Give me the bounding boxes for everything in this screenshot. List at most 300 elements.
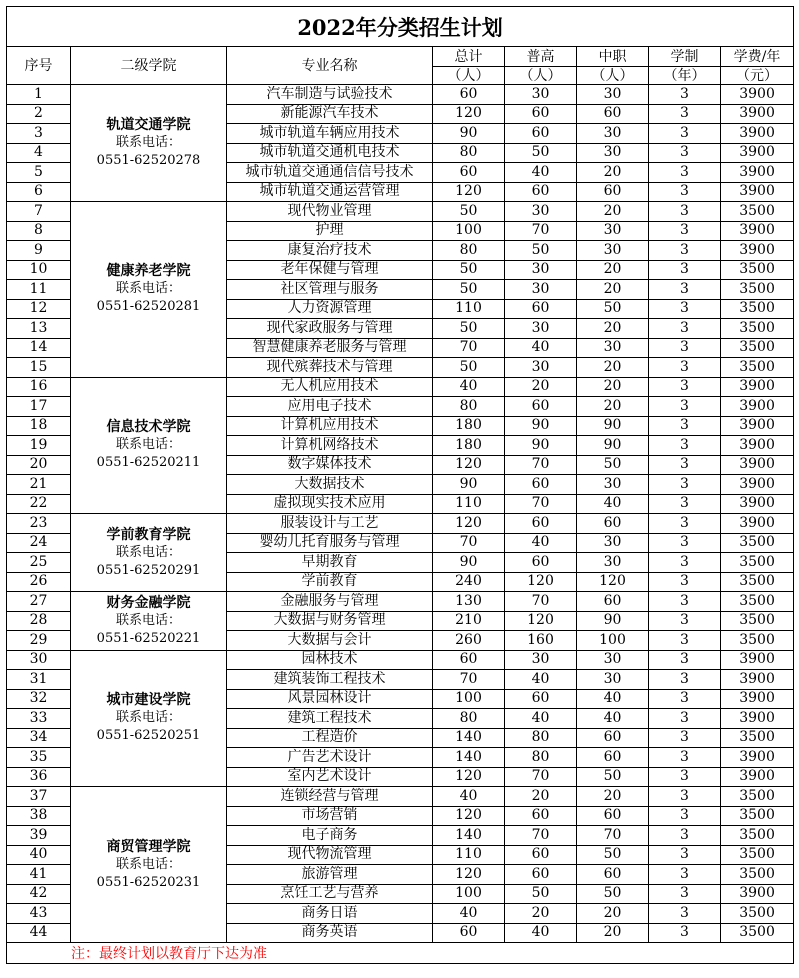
total-cell: 60 [433,85,505,105]
seq-cell: 44 [7,923,71,943]
footnote: 注：最终计划以教育厅下达为准 [7,943,794,964]
seq-cell: 15 [7,358,71,378]
vocational-cell: 70 [577,826,649,846]
vocational-cell: 50 [577,455,649,475]
years-cell: 3 [649,923,721,943]
major-cell: 城市轨道交通机电技术 [227,143,433,163]
total-cell: 240 [433,572,505,592]
fee-cell: 3900 [721,475,794,495]
general-cell: 70 [505,455,577,475]
total-cell: 70 [433,670,505,690]
fee-cell: 3900 [721,884,794,904]
header-total-unit: （人） [433,67,505,85]
total-cell: 40 [433,787,505,807]
major-cell: 旅游管理 [227,865,433,885]
general-cell: 90 [505,436,577,456]
fee-cell: 3900 [721,163,794,183]
fee-cell: 3900 [721,143,794,163]
general-cell: 60 [505,299,577,319]
college-phone: 0551-62520211 [96,455,201,471]
fee-cell: 3500 [721,845,794,865]
seq-cell: 14 [7,338,71,358]
total-cell: 130 [433,592,505,612]
total-cell: 50 [433,260,505,280]
seq-cell: 6 [7,182,71,202]
years-cell: 3 [649,904,721,924]
years-cell: 3 [649,221,721,241]
major-cell: 金融服务与管理 [227,592,433,612]
years-cell: 3 [649,260,721,280]
major-cell: 汽车制造与试验技术 [227,85,433,105]
total-cell: 180 [433,416,505,436]
fee-cell: 3900 [721,104,794,124]
vocational-cell: 20 [577,358,649,378]
years-cell: 3 [649,455,721,475]
total-cell: 120 [433,865,505,885]
vocational-cell: 30 [577,85,649,105]
fee-cell: 3500 [721,338,794,358]
fee-cell: 3900 [721,767,794,787]
vocational-cell: 30 [577,221,649,241]
vocational-cell: 20 [577,260,649,280]
vocational-cell: 30 [577,475,649,495]
vocational-cell: 40 [577,709,649,729]
total-cell: 100 [433,689,505,709]
general-cell: 60 [505,553,577,573]
total-cell: 110 [433,845,505,865]
college-cell [71,787,227,943]
years-cell: 3 [649,787,721,807]
general-cell: 30 [505,319,577,339]
major-cell: 早期教育 [227,553,433,573]
fee-cell: 3500 [721,553,794,573]
total-cell: 120 [433,514,505,534]
years-cell: 3 [649,358,721,378]
college-cell [71,514,227,592]
fee-cell: 3500 [721,572,794,592]
fee-cell: 3500 [721,923,794,943]
seq-cell: 16 [7,377,71,397]
vocational-cell: 50 [577,884,649,904]
total-cell: 60 [433,163,505,183]
years-cell: 3 [649,650,721,670]
table-row [7,592,794,612]
college-phone: 0551-62520251 [96,728,201,744]
years-cell: 3 [649,143,721,163]
years-cell: 3 [649,806,721,826]
major-cell: 连锁经营与管理 [227,787,433,807]
years-cell: 3 [649,533,721,553]
college-name: 财务金融学院 [106,594,191,611]
general-cell: 160 [505,631,577,651]
total-cell: 90 [433,124,505,144]
college-contact-label: 联系电话： [115,612,181,628]
years-cell: 3 [649,377,721,397]
college-contact-label: 联系电话： [115,437,181,453]
total-cell: 110 [433,494,505,514]
fee-cell: 3500 [721,592,794,612]
fee-cell: 3900 [721,436,794,456]
header-years-unit: （年） [649,67,721,85]
fee-cell: 3500 [721,319,794,339]
seq-cell: 28 [7,611,71,631]
table-row [7,377,794,397]
vocational-cell: 30 [577,143,649,163]
general-cell: 60 [505,689,577,709]
years-cell: 3 [649,748,721,768]
general-cell: 20 [505,377,577,397]
vocational-cell: 20 [577,202,649,222]
years-cell: 3 [649,689,721,709]
fee-cell: 3500 [721,865,794,885]
college-cell [71,650,227,787]
vocational-cell: 60 [577,728,649,748]
college-cell [71,377,227,514]
college-contact-label: 联系电话： [115,281,181,297]
seq-cell: 18 [7,416,71,436]
major-cell: 城市轨道交通通信信号技术 [227,163,433,183]
vocational-cell: 30 [577,241,649,261]
header-vocational: 中职 [577,47,649,67]
seq-cell: 35 [7,748,71,768]
college-phone: 0551-62520231 [96,874,201,890]
seq-cell: 39 [7,826,71,846]
major-cell: 社区管理与服务 [227,280,433,300]
major-cell: 现代殡葬技术与管理 [227,358,433,378]
total-cell: 80 [433,397,505,417]
total-cell: 140 [433,728,505,748]
major-cell: 城市轨道车辆应用技术 [227,124,433,144]
seq-cell: 43 [7,904,71,924]
seq-cell: 11 [7,280,71,300]
college-contact-label: 联系电话： [115,856,181,872]
fee-cell: 3900 [721,514,794,534]
seq-cell: 32 [7,689,71,709]
enrollment-plan-sheet [6,6,793,964]
seq-cell: 40 [7,845,71,865]
table-row [7,85,794,105]
total-cell: 50 [433,319,505,339]
vocational-cell: 30 [577,124,649,144]
fee-cell: 3500 [721,280,794,300]
total-cell: 140 [433,748,505,768]
general-cell: 40 [505,163,577,183]
header-fee-unit: （元） [721,67,794,85]
years-cell: 3 [649,494,721,514]
general-cell: 40 [505,709,577,729]
vocational-cell: 60 [577,182,649,202]
years-cell: 3 [649,728,721,748]
vocational-cell: 60 [577,592,649,612]
vocational-cell: 50 [577,845,649,865]
major-cell: 电子商务 [227,826,433,846]
total-cell: 60 [433,650,505,670]
major-cell: 智慧健康养老服务与管理 [227,338,433,358]
general-cell: 40 [505,923,577,943]
vocational-cell: 60 [577,514,649,534]
years-cell: 3 [649,241,721,261]
major-cell: 商务英语 [227,923,433,943]
vocational-cell: 30 [577,670,649,690]
years-cell: 3 [649,436,721,456]
general-cell: 50 [505,143,577,163]
college-phone: 0551-62520221 [96,630,201,646]
total-cell: 50 [433,358,505,378]
vocational-cell: 30 [577,338,649,358]
header-years: 学制 [649,47,721,67]
total-cell: 260 [433,631,505,651]
total-cell: 60 [433,923,505,943]
vocational-cell: 100 [577,631,649,651]
total-cell: 100 [433,884,505,904]
general-cell: 90 [505,416,577,436]
vocational-cell: 20 [577,904,649,924]
fee-cell: 3900 [721,650,794,670]
college-contact-label: 联系电话： [115,710,181,726]
seq-cell: 34 [7,728,71,748]
vocational-cell: 50 [577,299,649,319]
seq-cell: 38 [7,806,71,826]
major-cell: 园林技术 [227,650,433,670]
years-cell: 3 [649,319,721,339]
college-cell [71,592,227,651]
major-cell: 建筑工程技术 [227,709,433,729]
years-cell: 3 [649,845,721,865]
college-name: 信息技术学院 [106,419,191,436]
total-cell: 90 [433,475,505,495]
general-cell: 50 [505,884,577,904]
years-cell: 3 [649,124,721,144]
major-cell: 室内艺术设计 [227,767,433,787]
header-major: 专业名称 [227,47,433,85]
general-cell: 60 [505,104,577,124]
vocational-cell: 20 [577,377,649,397]
college-name: 学前教育学院 [106,526,191,543]
vocational-cell: 20 [577,923,649,943]
years-cell: 3 [649,592,721,612]
general-cell: 50 [505,241,577,261]
years-cell: 3 [649,670,721,690]
fee-cell: 3900 [721,416,794,436]
general-cell: 30 [505,280,577,300]
total-cell: 80 [433,241,505,261]
major-cell: 现代家政服务与管理 [227,319,433,339]
seq-cell: 4 [7,143,71,163]
general-cell: 60 [505,475,577,495]
total-cell: 70 [433,338,505,358]
seq-cell: 17 [7,397,71,417]
total-cell: 110 [433,299,505,319]
fee-cell: 3500 [721,904,794,924]
table-row [7,650,794,670]
major-cell: 人力资源管理 [227,299,433,319]
major-cell: 无人机应用技术 [227,377,433,397]
major-cell: 大数据技术 [227,475,433,495]
general-cell: 60 [505,397,577,417]
vocational-cell: 120 [577,572,649,592]
major-cell: 应用电子技术 [227,397,433,417]
major-cell: 现代物流管理 [227,845,433,865]
seq-cell: 22 [7,494,71,514]
major-cell: 建筑装饰工程技术 [227,670,433,690]
vocational-cell: 20 [577,787,649,807]
total-cell: 50 [433,280,505,300]
seq-cell: 9 [7,241,71,261]
general-cell: 70 [505,221,577,241]
total-cell: 50 [433,202,505,222]
seq-cell: 25 [7,553,71,573]
fee-cell: 3900 [721,221,794,241]
major-cell: 虚拟现实技术应用 [227,494,433,514]
general-cell: 80 [505,748,577,768]
header-total: 总计 [433,47,505,67]
general-cell: 30 [505,260,577,280]
fee-cell: 3900 [721,124,794,144]
seq-cell: 19 [7,436,71,456]
fee-cell: 3500 [721,358,794,378]
fee-cell: 3900 [721,241,794,261]
header-seq: 序号 [7,47,71,85]
vocational-cell: 40 [577,494,649,514]
years-cell: 3 [649,631,721,651]
vocational-cell: 30 [577,650,649,670]
seq-cell: 26 [7,572,71,592]
seq-cell: 21 [7,475,71,495]
general-cell: 60 [505,845,577,865]
fee-cell: 3500 [721,611,794,631]
general-cell: 60 [505,806,577,826]
major-cell: 工程造价 [227,728,433,748]
fee-cell: 3500 [721,826,794,846]
major-cell: 康复治疗技术 [227,241,433,261]
vocational-cell: 20 [577,280,649,300]
fee-cell: 3500 [721,533,794,553]
major-cell: 新能源汽车技术 [227,104,433,124]
seq-cell: 30 [7,650,71,670]
total-cell: 120 [433,182,505,202]
general-cell: 40 [505,338,577,358]
major-cell: 护理 [227,221,433,241]
vocational-cell: 30 [577,553,649,573]
general-cell: 120 [505,572,577,592]
total-cell: 40 [433,377,505,397]
total-cell: 80 [433,709,505,729]
general-cell: 70 [505,767,577,787]
years-cell: 3 [649,826,721,846]
vocational-cell: 50 [577,767,649,787]
general-cell: 20 [505,904,577,924]
table-row [7,787,794,807]
fee-cell: 3900 [721,85,794,105]
seq-cell: 1 [7,85,71,105]
vocational-cell: 20 [577,397,649,417]
years-cell: 3 [649,202,721,222]
years-cell: 3 [649,884,721,904]
college-name: 城市建设学院 [106,692,191,709]
seq-cell: 42 [7,884,71,904]
seq-cell: 33 [7,709,71,729]
page-title: 2022年分类招生计划 [7,7,794,47]
fee-cell: 3900 [721,709,794,729]
major-cell: 大数据与会计 [227,631,433,651]
college-phone: 0551-62520291 [96,562,201,578]
major-cell: 广告艺术设计 [227,748,433,768]
total-cell: 90 [433,553,505,573]
general-cell: 70 [505,592,577,612]
major-cell: 计算机应用技术 [227,416,433,436]
vocational-cell: 30 [577,533,649,553]
fee-cell: 3900 [721,182,794,202]
fee-cell: 3900 [721,455,794,475]
fee-cell: 3900 [721,377,794,397]
header-vocational-unit: （人） [577,67,649,85]
years-cell: 3 [649,104,721,124]
years-cell: 3 [649,514,721,534]
major-cell: 服装设计与工艺 [227,514,433,534]
years-cell: 3 [649,163,721,183]
total-cell: 140 [433,826,505,846]
major-cell: 婴幼儿托育服务与管理 [227,533,433,553]
years-cell: 3 [649,85,721,105]
fee-cell: 3900 [721,397,794,417]
general-cell: 70 [505,826,577,846]
vocational-cell: 90 [577,436,649,456]
header-college: 二级学院 [71,47,227,85]
total-cell: 120 [433,455,505,475]
seq-cell: 24 [7,533,71,553]
seq-cell: 41 [7,865,71,885]
seq-cell: 37 [7,787,71,807]
major-cell: 计算机网络技术 [227,436,433,456]
seq-cell: 29 [7,631,71,651]
major-cell: 现代物业管理 [227,202,433,222]
total-cell: 120 [433,806,505,826]
seq-cell: 27 [7,592,71,612]
major-cell: 市场营销 [227,806,433,826]
total-cell: 210 [433,611,505,631]
general-cell: 80 [505,728,577,748]
college-contact-label: 联系电话： [115,544,181,560]
header-fee: 学费/年 [721,47,794,67]
years-cell: 3 [649,397,721,417]
seq-cell: 36 [7,767,71,787]
total-cell: 120 [433,104,505,124]
table-row [7,514,794,534]
years-cell: 3 [649,280,721,300]
fee-cell: 3500 [721,260,794,280]
general-cell: 70 [505,494,577,514]
total-cell: 180 [433,436,505,456]
college-phone: 0551-62520281 [96,299,201,315]
seq-cell: 3 [7,124,71,144]
vocational-cell: 40 [577,689,649,709]
total-cell: 70 [433,533,505,553]
fee-cell: 3500 [721,806,794,826]
fee-cell: 3900 [721,670,794,690]
seq-cell: 2 [7,104,71,124]
fee-cell: 3900 [721,748,794,768]
fee-cell: 3500 [721,631,794,651]
major-cell: 商务日语 [227,904,433,924]
vocational-cell: 60 [577,806,649,826]
general-cell: 30 [505,85,577,105]
years-cell: 3 [649,865,721,885]
header-row [7,47,794,67]
fee-cell: 3500 [721,202,794,222]
major-cell: 学前教育 [227,572,433,592]
major-cell: 老年保健与管理 [227,260,433,280]
table-row [7,202,794,222]
